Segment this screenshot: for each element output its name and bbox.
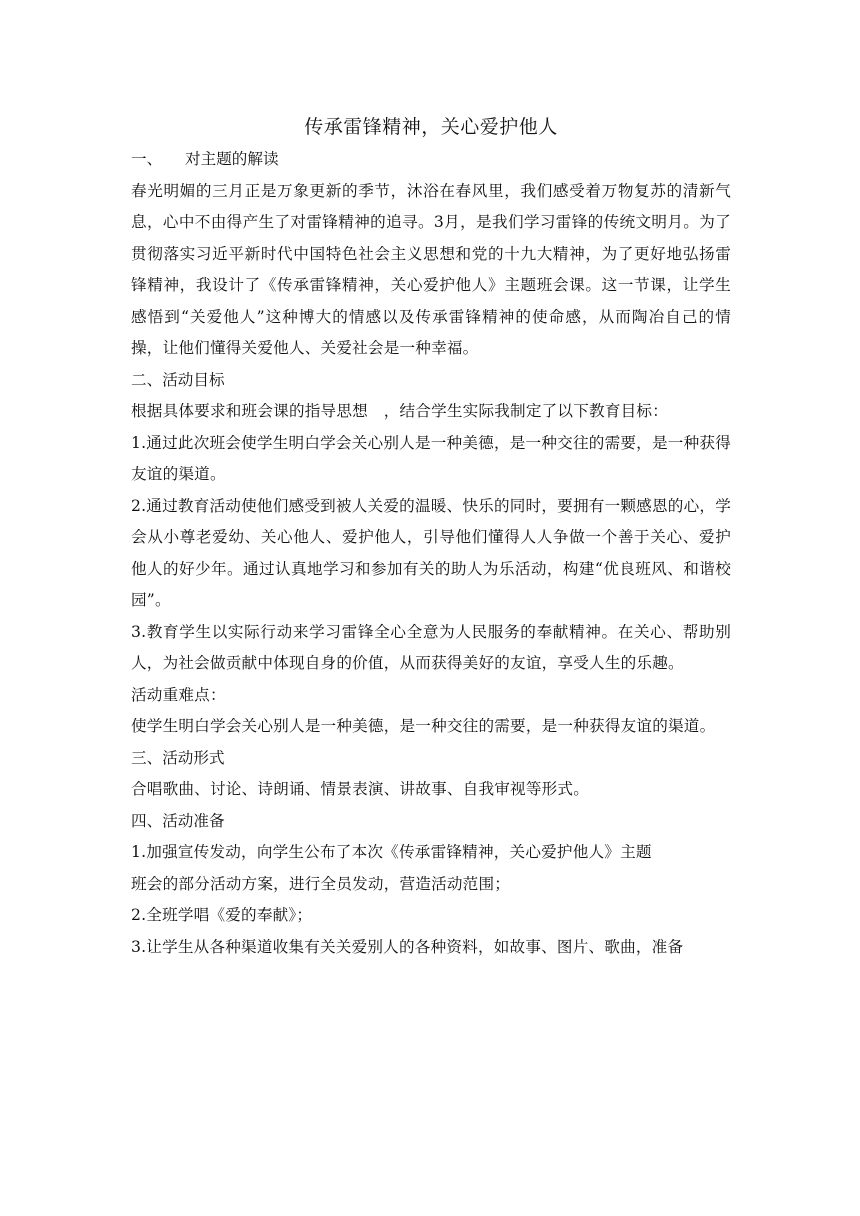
section-2-heading: 二、活动目标 (131, 370, 225, 389)
prep-item-3: 3.让学生从各种渠道收集有关关爱别人的各种资料，如故事、图片、歌曲，准备 (131, 937, 684, 956)
prep-item-1-line-1: 1.加强宣传发动，向学生公布了本次《传承雷锋精神，关心爱护他人》主题 (131, 843, 652, 861)
goal-item-3: 3.教育学生以实际行动来学习雷锋全心全意为人民服务的奉献精神。在关心、帮助别人，为社会做贡献中体现自身的价值，从而获得美好的友谊，享受人生的乐趣。 (131, 622, 731, 672)
prep-item-1-line-2: 班会的部分活动方案，进行全员发动，营造活动范围； (131, 874, 511, 893)
prep-item-2: 2.全班学唱《爱的奉献》； (131, 906, 313, 924)
goal-item-2: 2.通过教育活动使他们感受到被人关爱的温暖、快乐的同时，要拥有一颗感恩的心，学会从小尊老爱幼、关心他人、爱护他人，引导他们懂得人人争做一个善于关心、爱护他人的好少年。通过认真地学习和参加有关的助人为乐活动，构建“优良班风、和谐校园”。 (131, 496, 731, 609)
section-1-heading (131, 144, 731, 176)
key-points-text: 使学生明白学会关心别人是一种美德，是一种交往的需要，是一种获得友谊的渠道。 (131, 717, 716, 735)
document-title: 传承雷锋精神，关心爱护他人 (304, 116, 558, 138)
section-1-title: 对主题的解读 (185, 150, 279, 168)
document-content (131, 110, 731, 963)
section-1-body: 春光明媚的三月正是万象更新的季节，沐浴在春风里，我们感受着万物复苏的清新气息，心中不由得产生了对雷锋精神的追寻。3月，是我们学习雷锋的传统文明月。为了贯彻落实习近平新时代中国特色社会主义思想和党的十九大精神，为了更好地弘扬雷锋精神，我设计了《传承雷锋精神，关心爱护他人》主题班会课。这一节课，让学生感悟到“关爱他人”这种博大的情感以及传承雷锋精神的使命感，从而陶冶自己的情操，让他们懂得关爱他人、关爱社会是一种幸福。 (131, 181, 731, 357)
section-4-heading: 四、活动准备 (131, 811, 225, 830)
section-2-intro: 根据具体要求和班会课的指导思想 ，结合学生实际我制定了以下教育目标： (131, 402, 668, 420)
section-3-heading: 三、活动形式 (131, 748, 225, 767)
goal-item-1: 1.通过此次班会使学生明白学会关心别人是一种美德，是一种交往的需要，是一种获得友谊的渠道。 (131, 433, 731, 483)
section-1-number: 一、 (131, 150, 163, 168)
key-points-label: 活动重难点： (131, 685, 226, 704)
section-3-body: 合唱歌曲、讨论、诗朗诵、情景表演、讲故事、自我审视等形式。 (131, 780, 590, 798)
